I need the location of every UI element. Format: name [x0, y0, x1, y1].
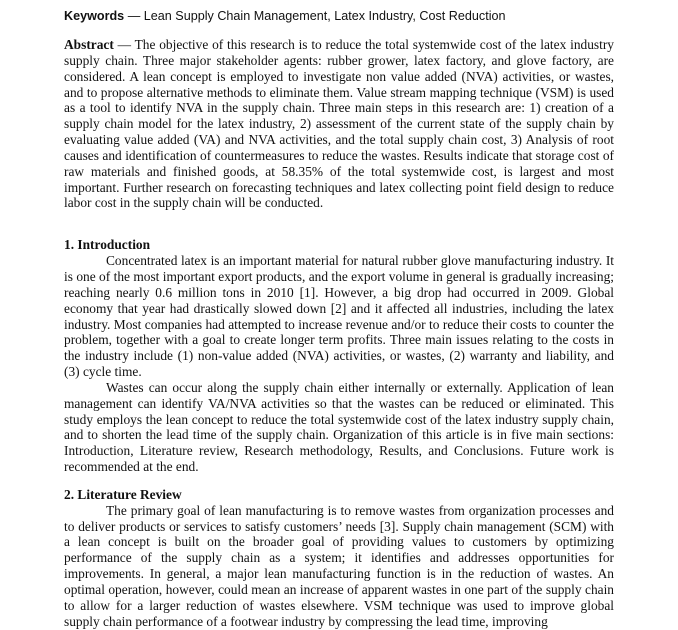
paper-page: [64, 8, 614, 630]
section-heading-literature-review: 2. Literature Review: [64, 486, 182, 502]
abstract-label: Abstract: [64, 37, 114, 52]
keywords-text: Lean Supply Chain Management, Latex Industry, Cost Reduction: [143, 9, 506, 23]
keywords-separator: —: [124, 9, 144, 23]
introduction-paragraph-1: Concentrated latex is an important material for natural rubber glove manufacturing industry. It is one of the most important export products, and the export volume in general is gradually increasing; reaching nearly 0.6 million tons in 2010 [1]. However, a big drop had occurred in 2009. Global economy that year had drastically slowed down [2] and it affected all industries, including the latex industry. Most companies had attempted to increase revenue and/or to reduce their costs to counter the problem, together with a goal to create longer term profits. Three main issues relating to the costs in the industry include (1) non-value added (NVA) activities, or wastes, (2) warranty and liability, and (3) cycle time.: [64, 253, 614, 380]
abstract-separator: —: [113, 37, 135, 52]
abstract-text: The objective of this research is to reduce the total systemwide cost of the latex industry supply chain. Three major stakeholder agents: rubber grower, latex factory, and glove factory, are considered. A lean concept is employed to investigate non value added (NVA) activities, or wastes, and to propose alternative methods to eliminate them. Value stream mapping technique (VSM) is used as a tool to identify NVA in the supply chain. Three main steps in this research are: 1) creation of a supply chain model for the latex industry, 2) assessment of the current state of the supply chain by evaluating value added (VA) and NVA activities, and the total supply chain cost, 3) Analysis of root causes and identification of countermeasures to reduce the wastes. Results indicate that storage cost of raw materials and finished goods, at 58.35% of the total systemwide cost, is largest and most important. Further research on forecasting techniques and latex collecting point field design to reduce labor cost in the supply chain will be conducted.: [64, 37, 614, 211]
literature-review-paragraph-1: The primary goal of lean manufacturing is to remove wastes from organization processes and to deliver products or services to satisfy customers’ needs [3]. Supply chain management (SCM) with a lean concept is built on the broader goal of providing values to customers by optimizing performance of the supply chain as a system; it identifies and addresses opportunities for improvements. In general, a major lean manufacturing function is in the reduction of wastes. An optimal operation, however, could mean an increase of apparent wastes in one part of the supply chain to allow for a larger reduction of wastes elsewhere. VSM technique was used to improve global supply chain performance of a footwear industry by compressing the lead time, improving: [64, 502, 614, 629]
section-heading-introduction: 1. Introduction: [64, 237, 151, 253]
keywords-line: [64, 8, 614, 24]
spacer: [64, 211, 614, 237]
abstract: [64, 37, 614, 211]
keywords-label: Keywords: [64, 9, 125, 23]
introduction-paragraph-2: Wastes can occur along the supply chain either internally or externally. Application of lean management can identify VA/NVA activities so that the wastes can be reduced or eliminated. This study employs the lean concept to reduce the total systemwide cost of the latex industry supply chain, and to shorten the lead time of the supply chain. Organization of this article is in five main sections: Introduction, Literature review, Research methodology, Results, and Conclusions. Future work is recommended at the end.: [64, 379, 614, 475]
spacer: [64, 475, 614, 487]
